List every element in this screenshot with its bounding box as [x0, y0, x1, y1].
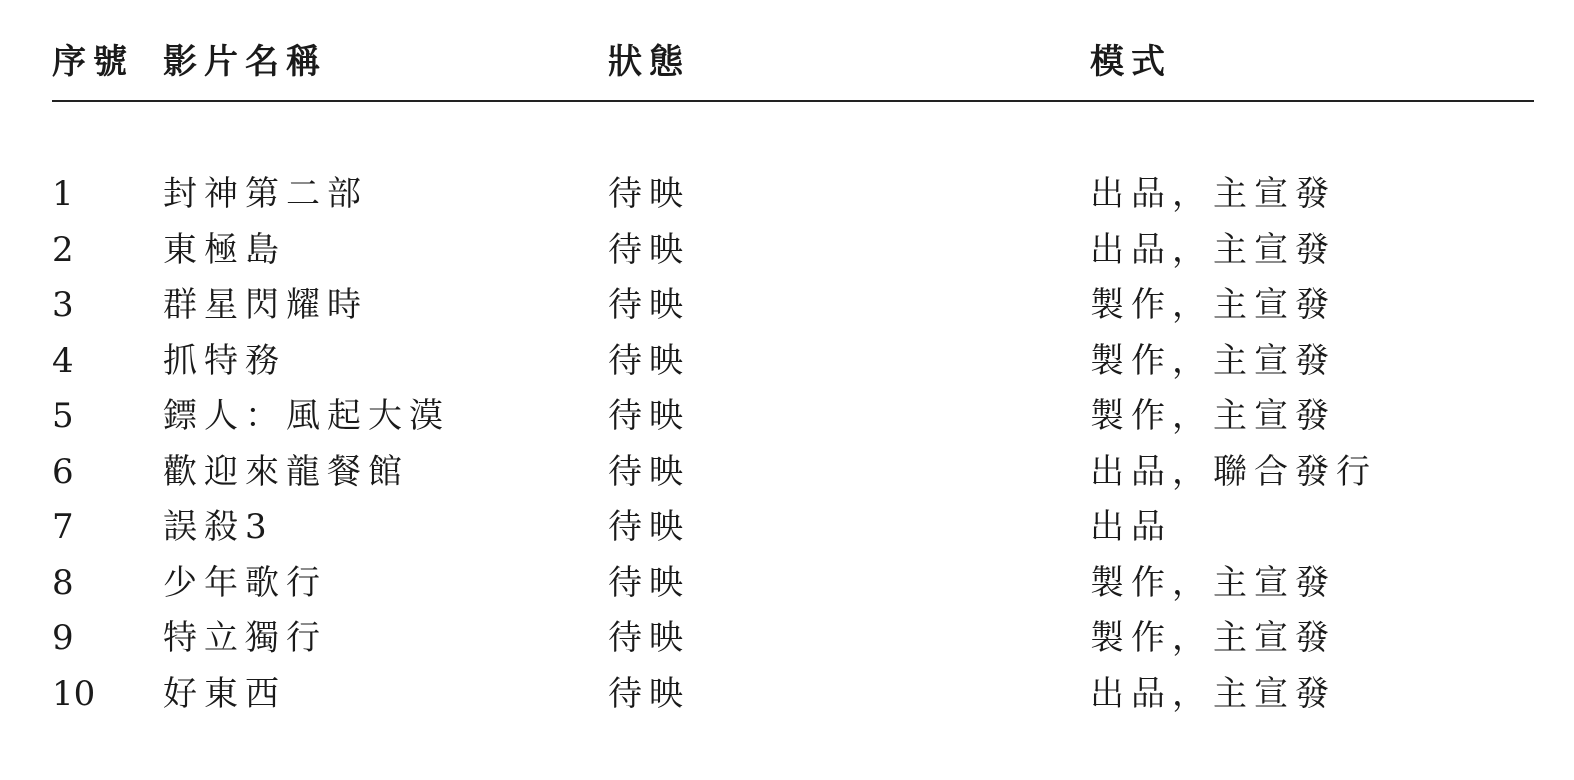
row-number: 2: [52, 229, 74, 270]
row-number: 1: [52, 174, 74, 214]
table-row: [52, 446, 1534, 502]
row-status: 待映: [608, 340, 690, 381]
row-status: 待映: [608, 451, 690, 492]
row-number: 3: [52, 285, 74, 325]
row-mode: 出品，主宣發: [1090, 174, 1336, 214]
row-number: 5: [52, 396, 74, 436]
table-row: [52, 224, 1534, 280]
header-number: 序號: [52, 42, 134, 82]
header-title: 影片名稱: [163, 42, 327, 82]
row-mode: 製作，主宣發: [1090, 562, 1336, 603]
row-number: 7: [52, 507, 74, 547]
row-status: 待映: [608, 673, 690, 714]
row-mode: 製作，主宣發: [1090, 396, 1336, 436]
table-body: [52, 168, 1534, 723]
film-table: [52, 0, 1534, 714]
row-title: 少年歌行: [163, 562, 327, 603]
table-row: [52, 279, 1534, 335]
row-number: 9: [52, 618, 74, 658]
row-status: 待映: [608, 507, 690, 547]
row-status: 待映: [608, 229, 690, 270]
row-status: 待映: [608, 285, 690, 325]
row-mode: 製作，主宣發: [1090, 340, 1336, 381]
row-title: 鏢人：風起大漠: [163, 396, 450, 436]
table-row: [52, 557, 1534, 613]
row-title: 誤殺3: [163, 507, 274, 547]
row-title: 好東西: [163, 673, 286, 714]
row-status: 待映: [608, 174, 690, 214]
table-header: [52, 0, 1534, 102]
row-title: 群星閃耀時: [163, 285, 368, 325]
row-number: 4: [52, 340, 74, 381]
row-title: 抓特務: [163, 340, 286, 381]
row-number: 8: [52, 562, 74, 603]
row-title: 封神第二部: [163, 174, 368, 214]
table-row: [52, 168, 1534, 224]
table-row: [52, 668, 1534, 724]
row-mode: 製作，主宣發: [1090, 618, 1336, 658]
row-mode: 出品，主宣發: [1090, 229, 1336, 270]
row-number: 6: [52, 451, 74, 492]
row-status: 待映: [608, 618, 690, 658]
row-title: 東極島: [163, 229, 286, 270]
row-mode: 出品: [1090, 507, 1172, 547]
row-title: 歡迎來龍餐館: [163, 451, 409, 492]
row-title: 特立獨行: [163, 618, 327, 658]
row-mode: 出品，主宣發: [1090, 673, 1336, 714]
table-row: [52, 612, 1534, 668]
header-mode: 模式: [1090, 42, 1172, 82]
row-number: 10: [52, 673, 96, 714]
header-status: 狀態: [608, 42, 690, 82]
row-mode: 製作，主宣發: [1090, 285, 1336, 325]
row-status: 待映: [608, 396, 690, 436]
row-mode: 出品，聯合發行: [1090, 451, 1377, 492]
row-status: 待映: [608, 562, 690, 603]
table-row: [52, 335, 1534, 391]
table-row: [52, 501, 1534, 557]
table-row: [52, 390, 1534, 446]
